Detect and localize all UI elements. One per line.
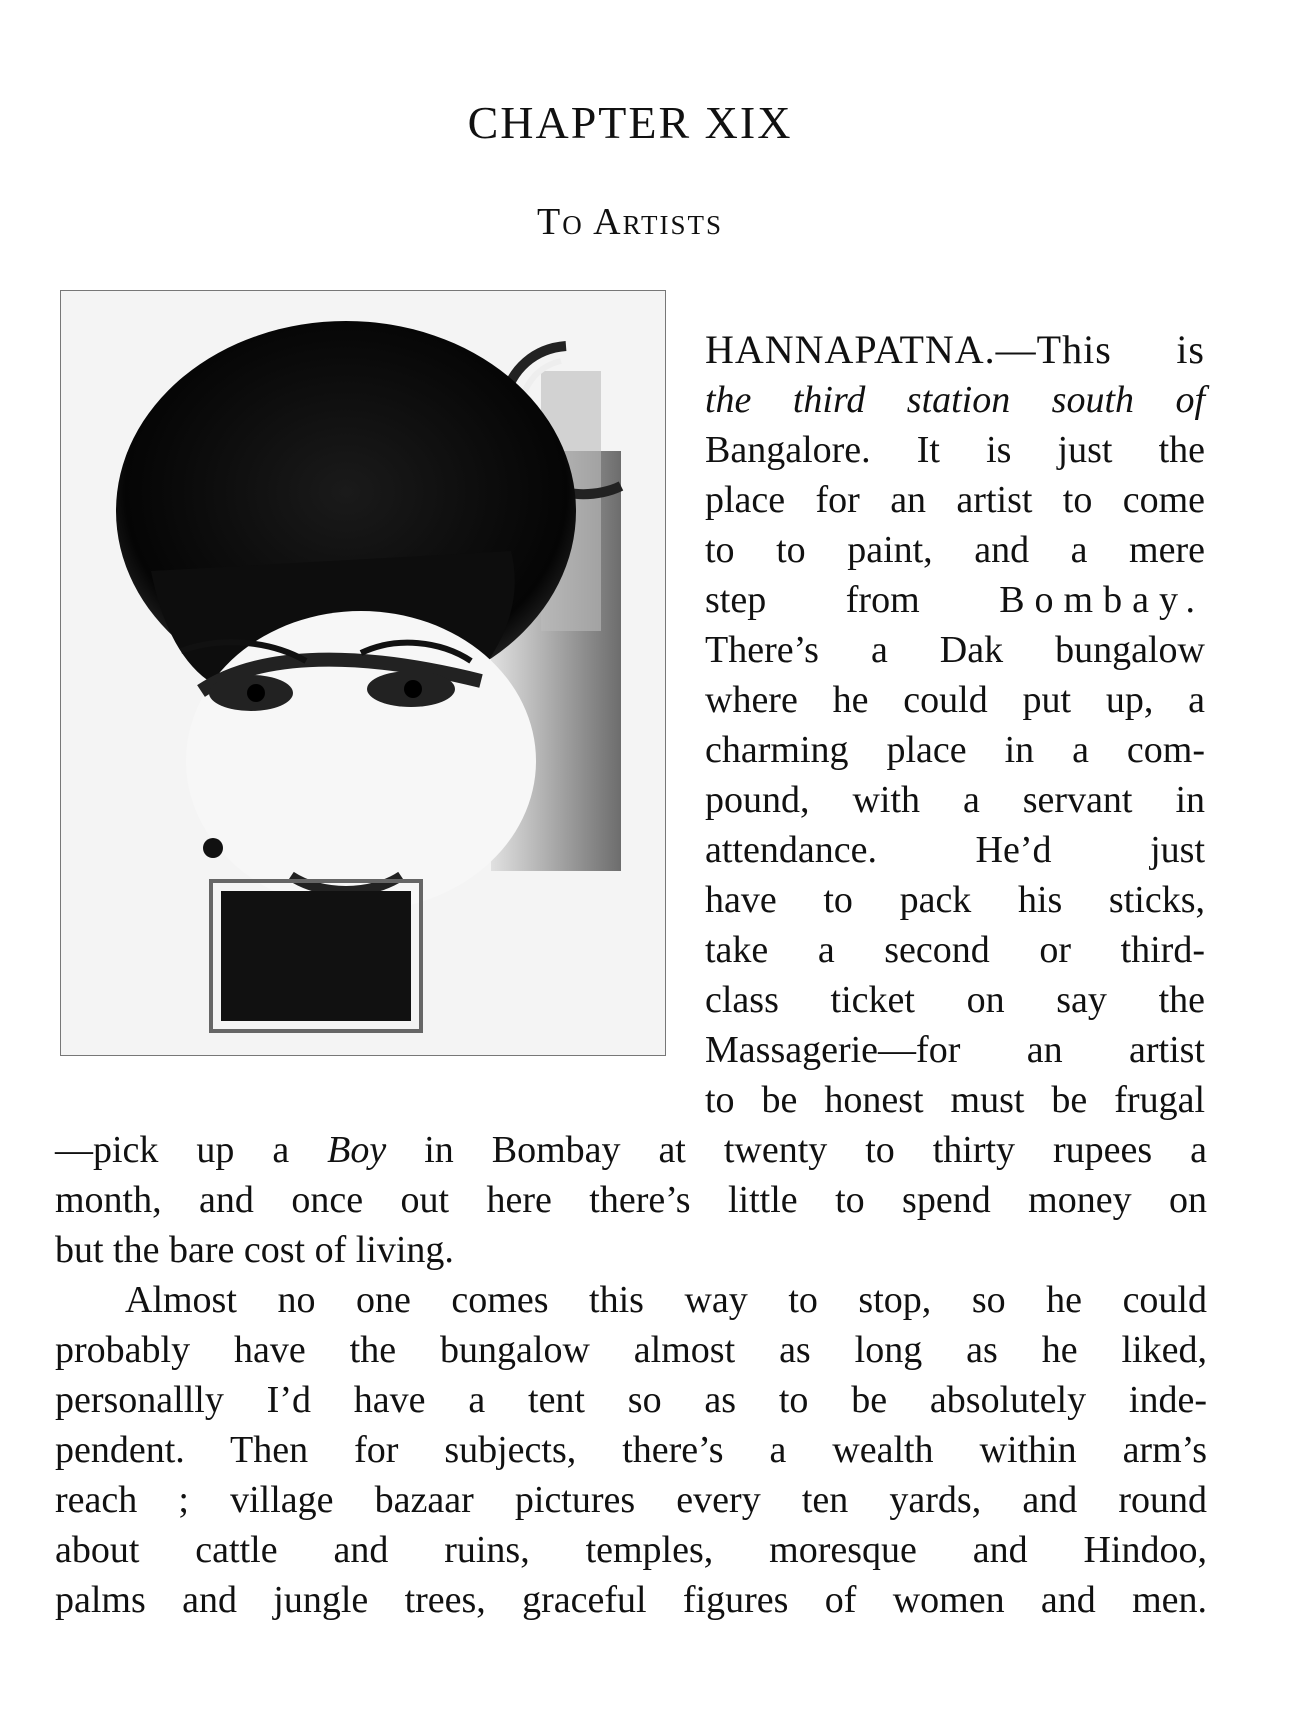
spaced-word: Bombay. [999,579,1205,621]
text-line: to be honest must be frugal [705,1079,1205,1121]
text-line: month, and once out here there’s little to spend money on [55,1179,1207,1221]
text-line: attendance. He’d just [705,829,1205,871]
text-line: Massagerie—for an artist [705,1029,1205,1071]
text-line: to to paint, and a mere [705,529,1205,571]
text-line [705,375,1205,425]
italic-phrase: the third station south of [705,379,1205,421]
text-line: about cattle and ruins, temples, moresque and Hindoo, [55,1529,1207,1571]
text-line: class ticket on say the [705,979,1205,1021]
italic-word: Boy [327,1129,387,1171]
body-text [55,1125,1207,1625]
portrait-illustration [60,290,666,1056]
text-line [705,575,1205,625]
text-line: personallly I’d have a tent so as to be absolutely inde- [55,1379,1207,1421]
text-line: take a second or third- [705,929,1205,971]
text-line: palms and jungle trees, graceful figures of women and men. [55,1579,1207,1621]
text-line: place for an artist to come [705,479,1205,521]
text-line: but the bare cost of living. [55,1229,454,1271]
text-line: Almost no one comes this way to stop, so he could [125,1279,1207,1321]
text-fragment: —pick up a [55,1129,328,1171]
text-fragment: in Bombay at twenty to thirty rupees a [386,1129,1207,1171]
text-line: charming place in a com- [705,729,1205,771]
text-line: HANNAPATNA.—This is [705,327,1205,372]
text-line: probably have the bungalow almost as long as he liked, [55,1329,1207,1371]
text-line: have to pack his sticks, [705,879,1205,921]
chapter-title: To Artists [537,201,723,243]
text-line: pound, with a servant in [705,779,1205,821]
intro-paragraph-column [705,325,1205,1125]
text-line [55,1125,1207,1175]
portrait-illustration-icon [61,291,665,1055]
text-fragment: step from [705,579,1000,621]
text-line: pendent. Then for subjects, there’s a wealth within arm’s [55,1429,1207,1471]
text-line: There’s a Dak bungalow [705,629,1205,671]
text-line: where he could put up, a [705,679,1205,721]
text-line: Bangalore. It is just the [705,429,1205,471]
chapter-heading: CHAPTER XIX [467,97,793,148]
text-line: reach ; village bazaar pictures every ten yards, and round [55,1479,1207,1521]
